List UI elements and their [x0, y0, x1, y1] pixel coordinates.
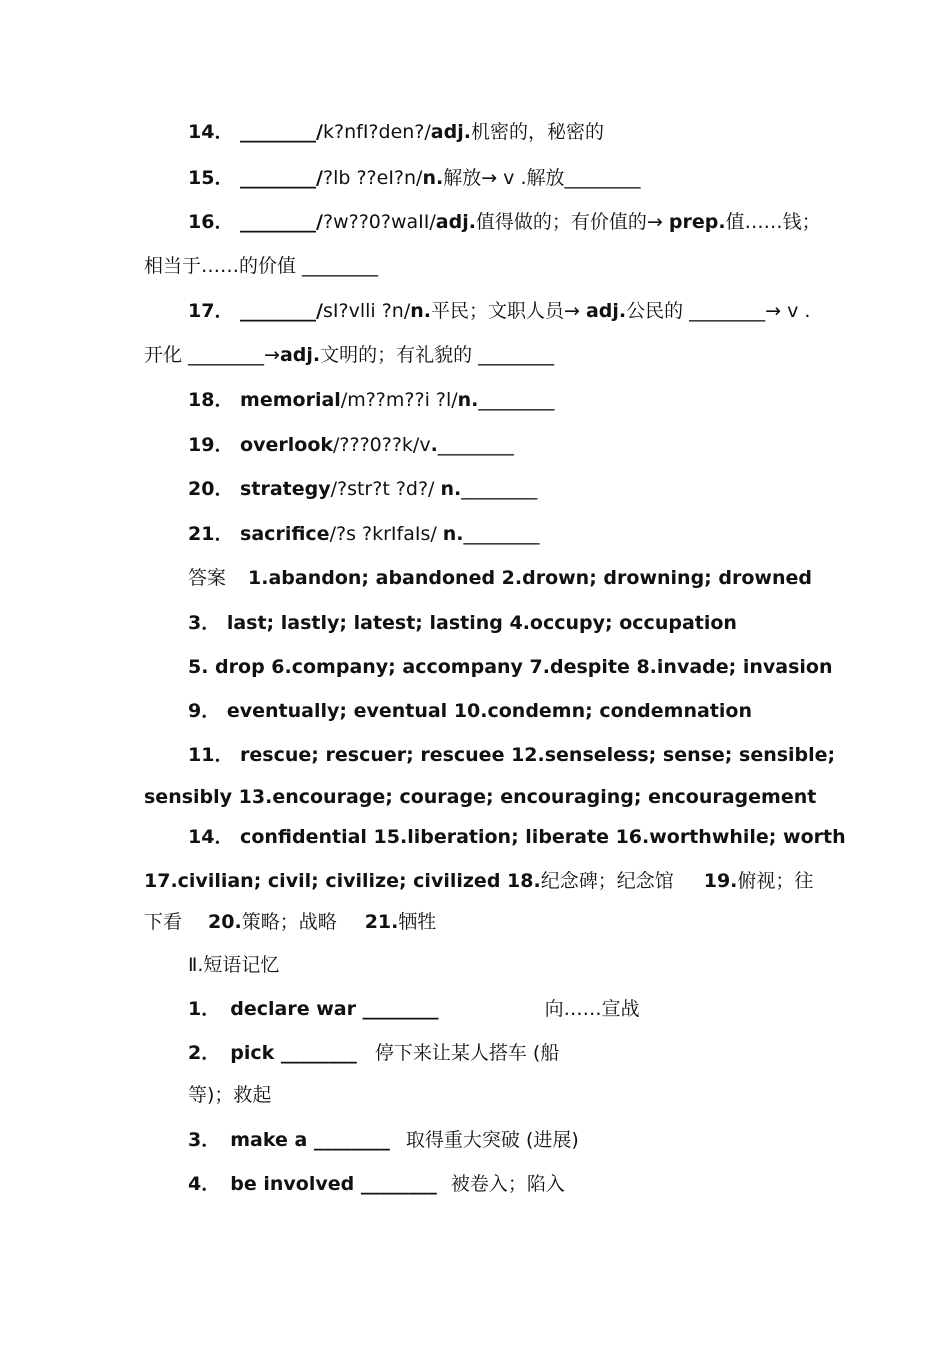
vocab-item-19	[188, 433, 514, 457]
answers-line-1	[188, 566, 812, 590]
phrase-item-2-cont	[188, 1083, 271, 1107]
pos-label: n.	[422, 167, 444, 189]
answers-line-2	[188, 611, 737, 635]
vocab-item-18	[188, 388, 554, 412]
phrase-item-1	[188, 997, 640, 1021]
vocab-number-blank: 14． ________/	[188, 121, 323, 143]
answer-text: 14． confidential 15.liberation; liberate 16.worthwhile; worth	[188, 826, 846, 848]
definition: 公民的 ________→ v .	[626, 300, 811, 322]
section-title: Ⅱ.短语记忆	[188, 954, 280, 976]
phonetic: ?w??0?waII/	[323, 211, 436, 233]
phrase-cn: 取得重大突破 (进展)	[405, 1129, 579, 1151]
pos-label: adj.	[585, 300, 627, 322]
phonetic: /???0??k/v	[333, 434, 431, 456]
answer-text: 5. drop 6.company; accompany 7.despite 8.invade; invasion	[188, 656, 833, 678]
answer-text: 20.	[208, 911, 242, 933]
phrase-item-3	[188, 1128, 579, 1152]
pos-label: .	[430, 434, 438, 456]
item-number: 3．	[188, 1129, 221, 1151]
definition: 值……钱；	[725, 211, 821, 233]
phrase-cn: 停下来让某人搭车 (船	[374, 1042, 560, 1064]
definition: 解放→ v .解放________	[443, 167, 641, 189]
vocab-item-16	[188, 210, 821, 234]
item-number: 1．	[188, 998, 221, 1020]
answer-text: 下看	[144, 911, 183, 933]
answer-text: 17.civilian; civil; civilize; civilized 18.	[144, 870, 541, 892]
definition: 开化 ________→	[144, 344, 280, 366]
answer-text: 19.	[703, 870, 738, 892]
definition: 文明的；有礼貌的 ________	[320, 344, 555, 366]
answers-line-7	[188, 825, 846, 849]
phrase-cn: 向……宣战	[544, 998, 640, 1020]
answer-text: 纪念碑；纪念馆	[540, 870, 674, 892]
item-number: 4．	[188, 1173, 221, 1195]
vocab-word: 18． memorial	[188, 389, 341, 411]
answer-blank: ________	[478, 389, 555, 411]
answer-text: 1.abandon; abandoned 2.drown; drowning; drowned	[248, 567, 812, 589]
answer-blank: ________	[437, 434, 514, 456]
phonetic: /?str?t ?d?/	[330, 478, 441, 500]
vocab-number-blank: 16． ________/	[188, 211, 323, 233]
pos-label: n.	[440, 478, 462, 500]
definition: 平民；文职人员→	[431, 300, 586, 322]
phonetic: /m??m??i ?l/	[340, 389, 458, 411]
vocab-item-15	[188, 166, 641, 190]
answer-text: 9． eventually; eventual 10.condemn; condemnation	[188, 700, 752, 722]
phrase-cn: 被卷入；陷入	[450, 1173, 565, 1195]
vocab-word: 19． overlook	[188, 434, 334, 456]
phonetic: sI?vlli ?n/	[323, 300, 411, 322]
answers-line-6	[144, 785, 816, 809]
answers-line-9	[144, 910, 436, 934]
pos-label: n.	[457, 389, 479, 411]
answers-label: 答案	[188, 567, 227, 589]
phonetic: /?s ?krIfaIs/	[329, 523, 443, 545]
phonetic: ?lb ??eI?n/	[323, 167, 423, 189]
pos-label: n.	[410, 300, 431, 322]
answer-text: 牺牲	[398, 911, 437, 933]
vocab-item-20	[188, 477, 537, 501]
pos-label: adj.	[430, 121, 471, 143]
answer-text: 策略；战略	[241, 911, 337, 933]
answers-line-3	[188, 655, 833, 679]
answer-text: 11． rescue; rescuer; rescuee 12.senseless; sense; sensible;	[188, 744, 836, 766]
pos-label: n.	[442, 523, 464, 545]
phonetic: k?nfI?den?/	[323, 121, 431, 143]
vocab-item-16-cont	[144, 254, 378, 278]
answer-blank: ________	[461, 478, 538, 500]
answer-blank: ________	[463, 523, 540, 545]
vocab-number-blank: 17． ________/	[188, 300, 323, 322]
phrase-cn: 等)；救起	[188, 1084, 272, 1106]
phrase-en: be involved ________	[230, 1173, 437, 1195]
definition: 值得做的；有价值的→	[475, 211, 669, 233]
vocab-word: 20． strategy	[188, 478, 331, 500]
pos-label: prep.	[668, 211, 726, 233]
answer-text: 21.	[364, 911, 399, 933]
vocab-item-17-cont	[144, 343, 554, 367]
answers-line-5	[188, 743, 835, 767]
phrase-en: pick ________	[230, 1042, 357, 1064]
phrase-item-4	[188, 1172, 565, 1196]
answer-text: 俯视；往	[737, 870, 814, 892]
definition: 机密的，秘密的	[470, 121, 604, 143]
answers-line-8	[144, 869, 813, 893]
pos-label: adj.	[279, 344, 321, 366]
vocab-item-14	[188, 120, 604, 144]
phrase-en: declare war ________	[230, 998, 439, 1020]
phrase-en: make a ________	[230, 1129, 390, 1151]
phrase-item-2	[188, 1041, 559, 1065]
vocab-number-blank: 15． ________/	[188, 167, 323, 189]
definition: 相当于……的价值 ________	[144, 255, 379, 277]
answers-line-4	[188, 699, 752, 723]
vocab-item-21	[188, 522, 540, 546]
vocab-word: 21． sacrifice	[188, 523, 330, 545]
answer-text: 3． last; lastly; latest; lasting 4.occupy; occupation	[188, 612, 737, 634]
pos-label: adj.	[435, 211, 476, 233]
vocab-item-17	[188, 299, 810, 323]
answer-text: sensibly 13.encourage; courage; encouraging; encouragement	[144, 786, 817, 808]
item-number: 2．	[188, 1042, 221, 1064]
